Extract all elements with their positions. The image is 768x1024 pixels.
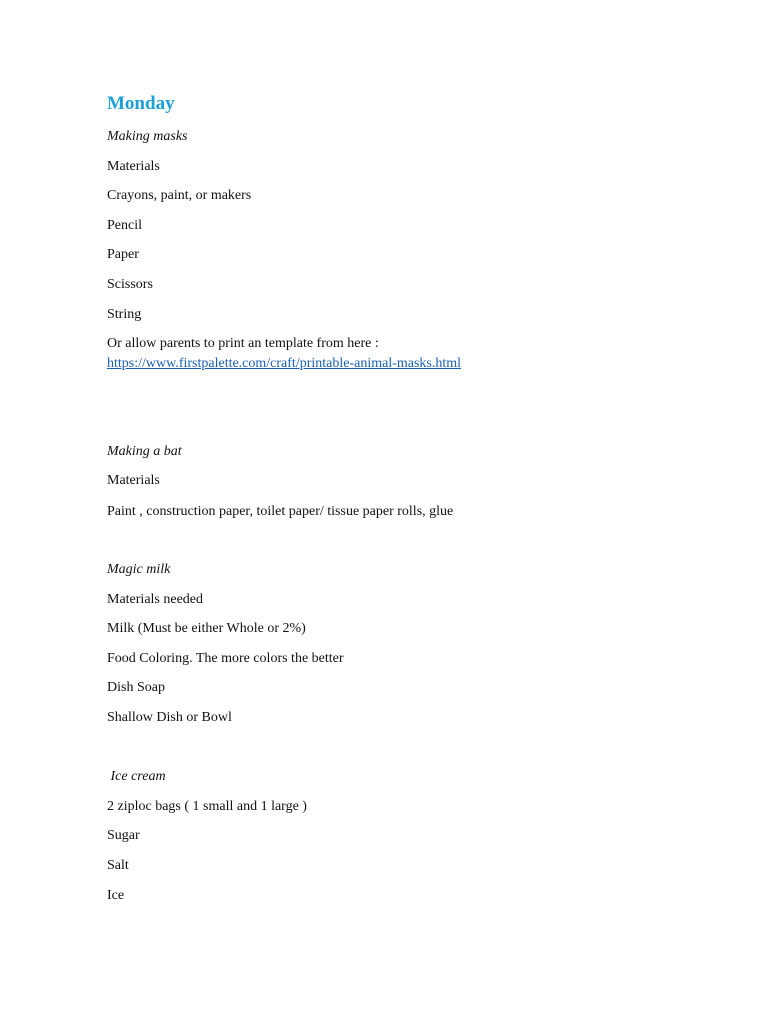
materials-label: Materials needed — [107, 592, 204, 607]
list-item: Scissors — [107, 277, 153, 292]
section-heading-masks: Making masks — [107, 129, 188, 144]
list-item: Pencil — [107, 218, 142, 233]
list-item: Salt — [107, 858, 129, 873]
section-heading-bat: Making a bat — [107, 444, 182, 459]
list-item: Crayons, paint, or makers — [107, 188, 252, 203]
day-title: Monday — [107, 93, 175, 114]
materials-label: Materials — [107, 159, 160, 174]
materials-label: Materials — [107, 473, 160, 488]
list-item: Ice — [107, 888, 125, 903]
list-item: Paper — [107, 247, 139, 262]
list-item: Shallow Dish or Bowl — [107, 710, 232, 725]
list-item: Dish Soap — [107, 680, 165, 695]
template-note: Or allow parents to print an template from here : — [107, 336, 379, 351]
list-item: Food Coloring. The more colors the better — [107, 651, 344, 666]
list-item: 2 ziploc bags ( 1 small and 1 large ) — [107, 799, 307, 814]
section-heading-magic-milk: Magic milk — [107, 562, 171, 577]
section-heading-ice-cream: Ice cream — [107, 769, 166, 784]
list-item: String — [107, 307, 142, 322]
template-link[interactable]: https://www.firstpalette.com/craft/printable-animal-masks.html — [107, 356, 462, 371]
list-item: Paint , construction paper, toilet paper/ tissue paper rolls, glue — [107, 504, 454, 519]
list-item: Milk (Must be either Whole or 2%) — [107, 621, 306, 636]
list-item: Sugar — [107, 828, 140, 843]
